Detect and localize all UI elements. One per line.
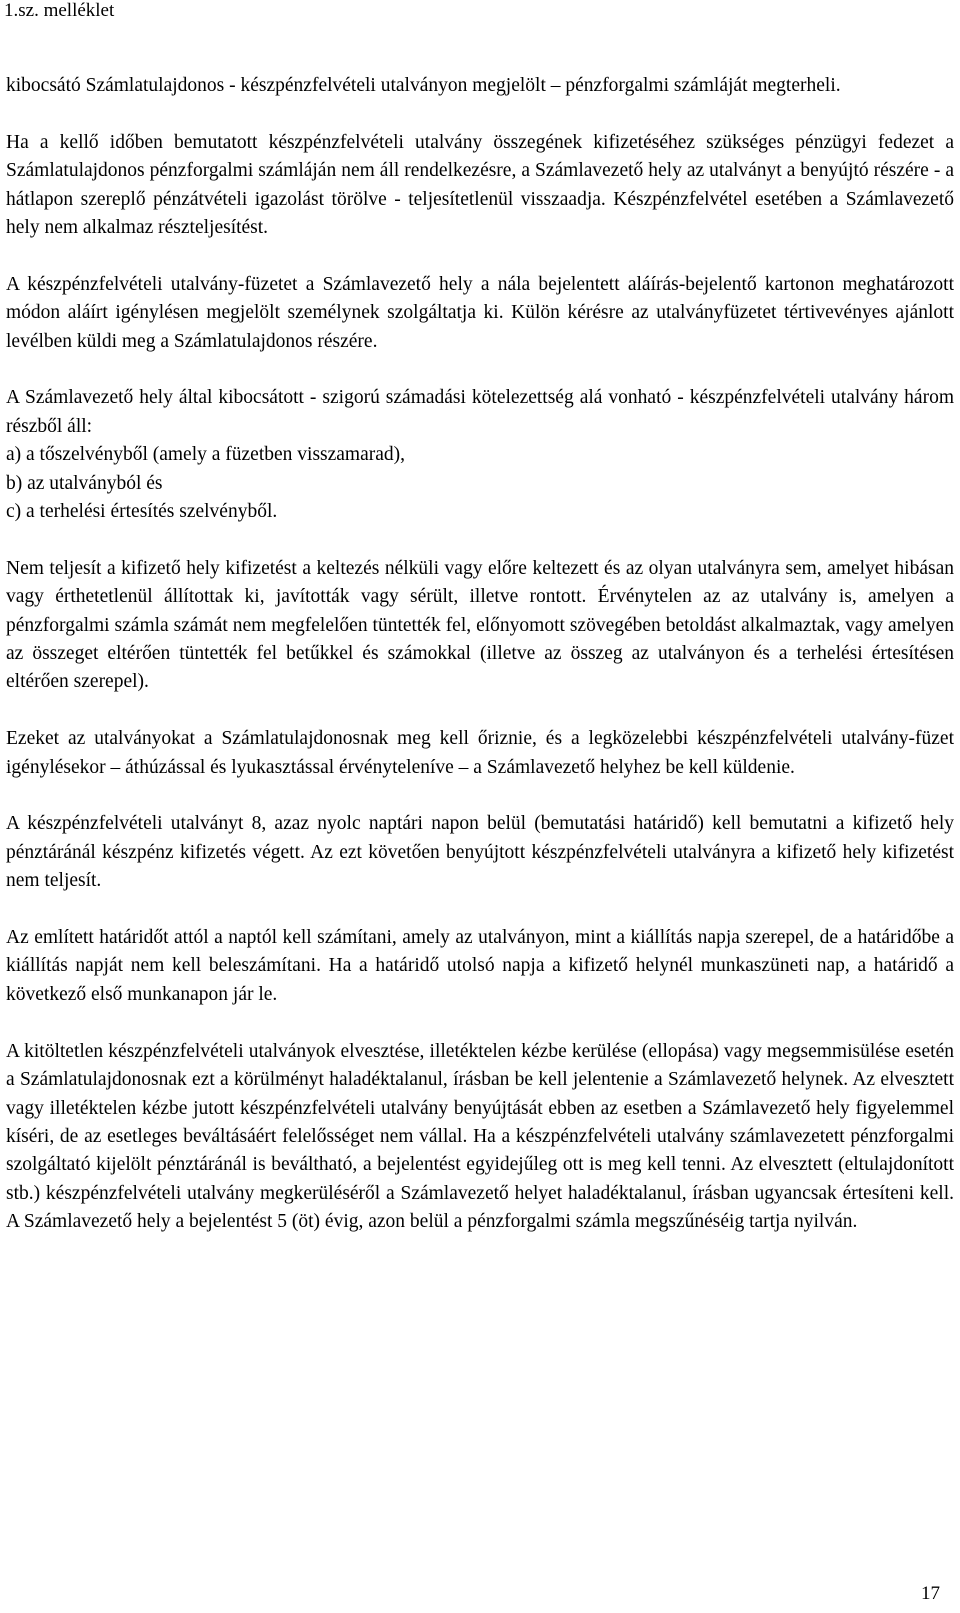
page-number: 17	[921, 1583, 940, 1604]
voucher-parts-intro: A Számlavezető hely által kibocsátott - szigorú számadási kötelezettség alá vonható - készpénzfelvételi utalvány három részből áll:	[6, 387, 954, 437]
paragraph-deadline-calculation: Az említett határidőt attól a naptól kell számítani, amely az utalványon, mint a kiállítás napja szerepel, de a határidőbe a kiállítás napját nem kell beleszámítani. Ha a határidő utolsó napja a kifizető helynél munkaszüneti nap, a határidő a következő első munkanapon jár le.	[6, 927, 954, 1005]
paragraph-lost-vouchers: A kitöltetlen készpénzfelvételi utalványok elvesztése, illetéktelen kézbe kerülése (ellopása) vagy megsemmisülése esetén a Számlatulajdonosnak ezt a körülményt haladéktalanul, írásban be kell jelentenie a Számlavezető helynek. Az elvesztett vagy illetéktelen kézbe jutott készpénzfelvételi utalvány benyújtását ebben az esetben a Számlavezető hely figyelemmel kíséri, de az esetleges beváltásáért felelősséget nem vállal. Ha a készpénzfelvételi utalvány számlavezetett pénzforgalmi szolgáltató kijelölt pénztáránál is beváltható, a bejelentést egyidejűleg ott is meg kell tenni. Az elvesztett (eltulajdonított stb.) készpénzfelvételi utalvány megkerüléséről a Számlavezető helyet haladéktalanul, írásban ugyancsak értesíteni kell. A Számlavezető hely a bejelentést 5 (öt) évig, azon belül a pénzforgalmi számla megszűnéséig tartja nyilván.	[6, 1040, 954, 1233]
voucher-part-item: b) az utalványból és	[6, 472, 163, 494]
document-body	[6, 72, 954, 1237]
paragraph-presentation-deadline: A készpénzfelvételi utalványt 8, azaz nyolc naptári napon belül (bemutatási határidő) kell bemutatni a kifizető hely pénztáránál készpénz kifizetés végett. Az ezt követően benyújtott készpénzfelvételi utalványra a kifizető hely kifizetést nem teljesít.	[6, 813, 954, 892]
paragraph-debit: kibocsátó Számlatulajdonos - készpénzfelvételi utalványon megjelölt – pénzforgalmi számláját megterheli.	[6, 75, 841, 96]
paragraph-insufficient-funds: Ha a kellő időben bemutatott készpénzfelvételi utalvány összegének kifizetéséhez szükséges pénzügyi fedezet a Számlatulajdonos pénzforgalmi számláján nem áll rendelkezésre, a Számlavezető hely az utalványt a benyújtó részére - a hátlapon szereplő pénzátvételi igazolást törölve - teljesítetlenül visszaadja. Készpénzfelvétel esetében a Számlavezető hely nem alkalmaz részteljesítést.	[6, 131, 954, 239]
paragraph-return-vouchers: Ezeket az utalványokat a Számlatulajdonosnak meg kell őriznie, és a legközelebbi készpénzfelvételi utalvány-füzet igénylésekor – áthúzással és lyukasztással érvényteleníve – a Számlavezető helyhez be kell küldenie.	[6, 728, 954, 778]
paragraph-booklet-issuance: A készpénzfelvételi utalvány-füzetet a Számlavezető hely a nála bejelentett aláírás-bejelentő kartonon meghatározott módon aláírt igénylésen megjelölt személynek szolgáltatja ki. Külön kérésre az utalványfüzetet tértivevényes ajánlott levélben küldi meg a Számlatulajdonos részére.	[6, 273, 954, 352]
annex-label: 1.sz. melléklet	[4, 0, 115, 21]
voucher-part-item: a) a tőszelvényből (amely a füzetben visszamarad),	[6, 444, 406, 466]
paragraph-invalid-vouchers: Nem teljesít a kifizető hely kifizetést a keltezés nélküli vagy előre keltezett és az olyan utalványra sem, amelyet hibásan vagy érthetetlenül állítottak ki, javították vagy sérült, illetve rontott. Érvénytelen az az utalvány is, amelyen a pénzforgalmi számla számát nem megfelelően tüntették fel, előnyomott szövegében betoldást alkalmaztak, vagy amelyen az összeget eltérően tüntették fel betűkkel és számokkal (illetve az összeg az utalványon és a terhelési értesítésen eltérően szerepel).	[6, 557, 954, 693]
paragraph-voucher-parts	[6, 384, 954, 526]
voucher-part-item: c) a terhelési értesítés szelvényből.	[6, 501, 278, 523]
